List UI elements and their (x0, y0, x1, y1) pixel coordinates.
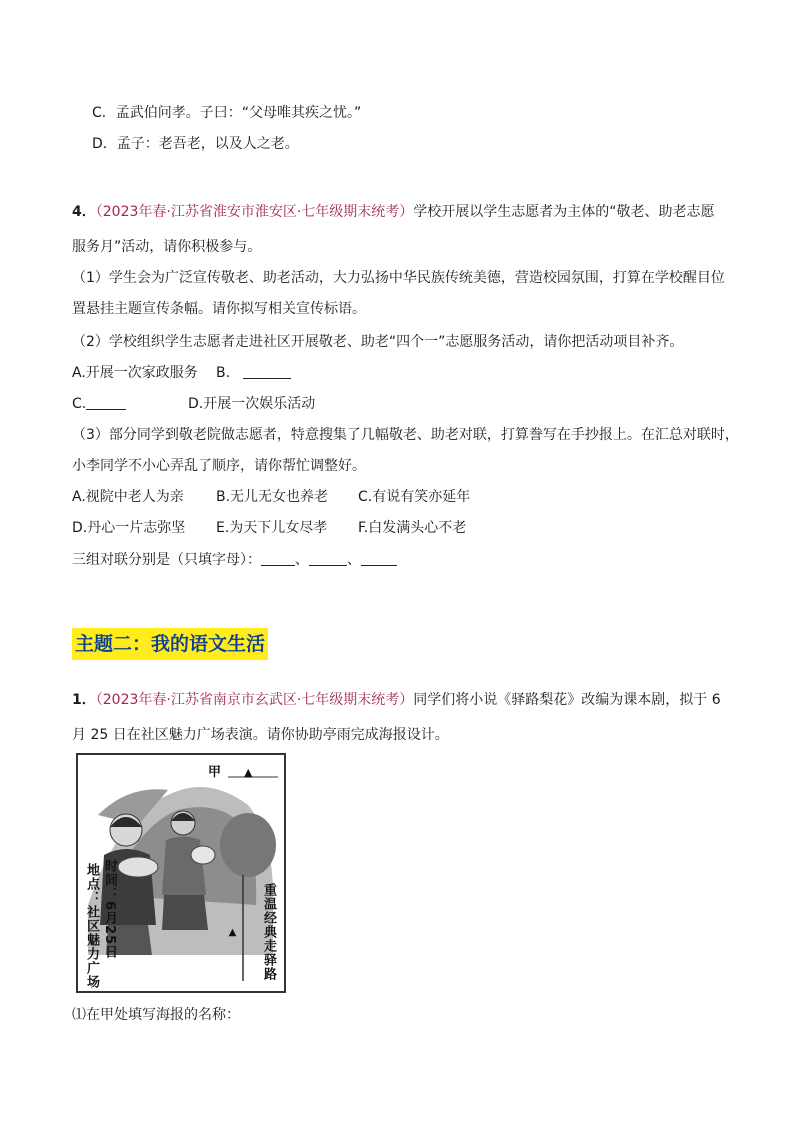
couplet-e: E.为天下儿女尽孝 (216, 520, 328, 536)
activity-item-c-label: C. (72, 396, 87, 412)
couplet-a: A.视院中老人为亲 (72, 489, 184, 505)
poster-slogan: 重温经典走驿路 (261, 883, 276, 981)
question-stem-text: 同学们将小说《驿路梨花》改编为课本剧，拟于 6 (413, 692, 721, 708)
couplet-answer-line (72, 551, 397, 569)
question-source: （2023年春·江苏省南京市玄武区·七年级期末统考） (95, 692, 414, 708)
activity-item-a: A.开展一次家政服务 (72, 365, 198, 381)
option-c: C．孟武伯问孝。子曰：“父母唯其疾之忧。” (92, 105, 362, 121)
part-3-line-1: （3）部分同学到敬老院做志愿者，特意搜集了几幅敬老、助老对联，打算誊写在手抄报上。在汇总对联时， (72, 427, 739, 443)
couplet-answer-prompt: 三组对联分别是（只填字母）： (72, 552, 261, 568)
answer-blank-3[interactable] (361, 551, 397, 566)
poster-jia (208, 765, 253, 780)
part-3-line-2: 小李同学不小心弄乱了顺序，请你帮忙调整好。 (72, 458, 366, 474)
part-2: （2）学校组织学生志愿者走进社区开展敬老、助老“四个一”志愿服务活动，请你把活动项目补齐。 (72, 334, 684, 350)
question-stem-text: 学校开展以学生志愿者为主体的“敬老、助老志愿 (413, 204, 715, 220)
question-t2-1-stem-cont: 月 25 日在社区魅力广场表演。请你协助亭雨完成海报设计。 (72, 727, 449, 743)
answer-blank-1[interactable] (261, 551, 295, 566)
answer-blank-c[interactable] (86, 395, 126, 410)
activity-item-d: D.开展一次娱乐活动 (188, 396, 316, 412)
triangle-icon: ▲ (227, 927, 238, 939)
answer-blank-2[interactable] (309, 551, 347, 566)
question-4-stem-cont: 服务月”活动，请你积极参与。 (72, 239, 262, 255)
answer-blank-b[interactable] (243, 364, 291, 379)
separator: 、 (347, 552, 361, 568)
triangle-icon: ▲ (244, 766, 254, 779)
question-number: 1． (72, 692, 96, 708)
sub-question-1: ⑴在甲处填写海报的名称： (72, 1007, 240, 1023)
question-4-stem (72, 203, 715, 221)
part-1-line-2: 置悬挂主题宣传条幅。请你拟写相关宣传标语。 (72, 301, 366, 317)
activity-item-b-label: B. (216, 365, 231, 381)
poster-place: 地点：社区魅力广场 (84, 863, 99, 989)
couplet-f: F.白发满头心不老 (358, 520, 467, 536)
poster-time: 时间：6月25日 (102, 859, 117, 960)
couplet-d: D.丹心一片志弥坚 (72, 520, 186, 536)
option-d: D．孟子：老吾老，以及人之老。 (92, 136, 299, 152)
separator: 、 (295, 552, 309, 568)
poster-image (76, 753, 286, 993)
section-heading: 主题二：我的语文生活 (72, 628, 268, 660)
activity-item-c (72, 395, 126, 413)
question-source: （2023年春·江苏省淮安市淮安区·七年级期末统考） (95, 204, 414, 220)
activity-item-b (216, 364, 291, 382)
question-t2-1-stem (72, 691, 721, 709)
poster-jia-label: 甲 (208, 765, 223, 780)
part-1-line-1: （1）学生会为广泛宣传敬老、助老活动，大力弘扬中华民族传统美德，营造校园氛围，打算在学校醒目位 (72, 270, 725, 286)
couplet-c: C.有说有笑亦延年 (358, 489, 471, 505)
question-number: 4． (72, 204, 96, 220)
couplet-b: B.无儿无女也养老 (216, 489, 329, 505)
